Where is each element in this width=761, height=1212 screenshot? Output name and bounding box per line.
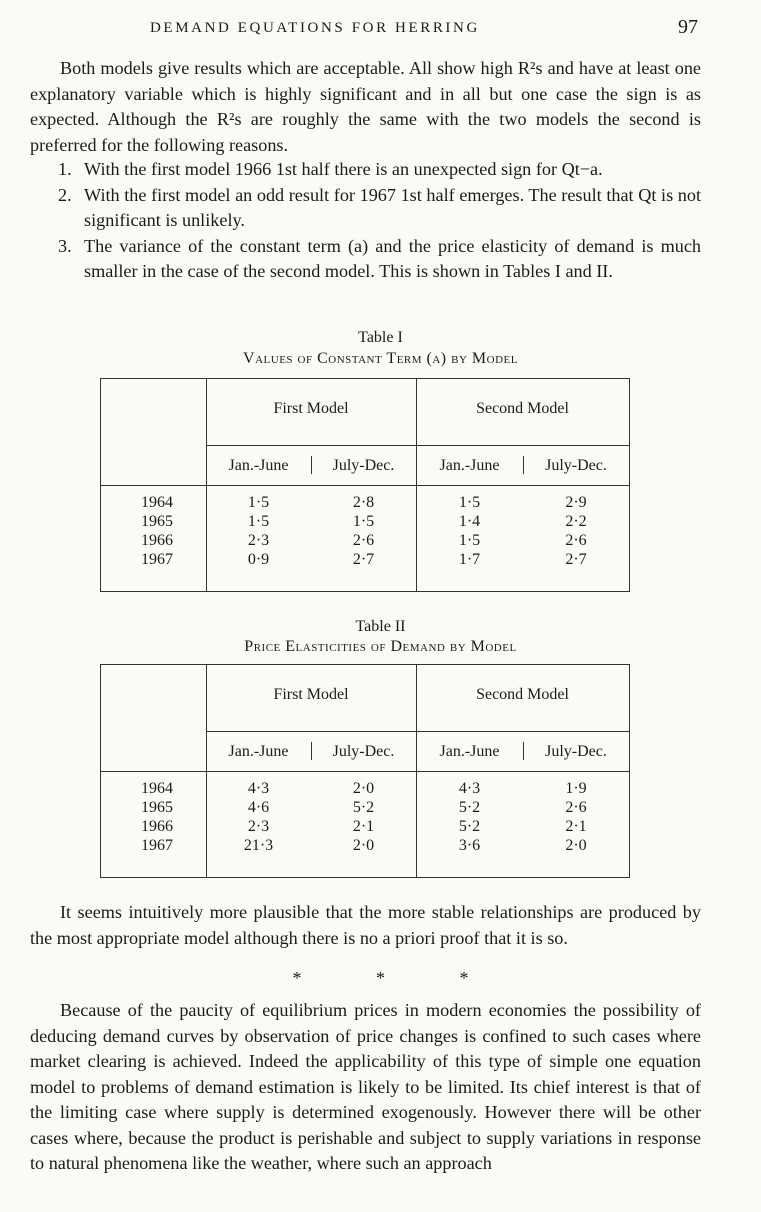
list-item [58,234,701,285]
half-header: July-Dec. [545,457,607,474]
page-number: 97 [678,16,698,38]
section-separator: * * * [292,968,469,988]
second-model-header: Second Model [476,400,569,417]
half-header: Jan.-June [228,743,289,760]
table2-label: Table II [355,618,406,635]
table-column: 2·9 2·2 2·6 2·7 [565,494,587,568]
running-head: DEMAND EQUATIONS FOR HERRING [150,20,480,36]
second-model-header: Second Model [476,686,569,703]
table1 [100,378,630,592]
half-header: Jan.-June [439,743,500,760]
year-column: 1964 1965 1966 1967 [141,494,173,568]
list-text: With the first model an odd result for 1967 1st half emerges. The result that Qt is not significant is unlikely. [84,184,701,230]
first-model-header: First Model [273,400,349,417]
list-number: 1. [58,159,72,179]
half-header: July-Dec. [545,743,607,760]
table2 [100,664,630,878]
year-column: 1964 1965 1966 1967 [141,780,173,854]
table-column: 1·5 1·4 1·5 1·7 [458,494,481,568]
conclusion-paragraph: It seems intuitively more plausible that the more stable relationships are produced by the most appropriate model although there is no a priori proof that it is so. [30,902,701,948]
first-model-header: First Model [273,686,349,703]
half-header: July-Dec. [332,743,395,760]
table1-title: Values of Constant Term (a) by Model [243,350,518,367]
list-item [58,157,701,183]
final-paragraph: Because of the paucity of equilibrium prices in modern economies the possibility of deducing demand curves by observation of price changes is confined to such cases where market clearing is achieved. Indeed the applicability of this type of simple one equation model to problems of demand estimation is likely to be limited. Its chief interest is that of the limiting case where supply is determined exogenously. However there will be other cases where, because the product is perishable and subject to supply variations in response to natural phenomena like the weather, where such an approach [30,1000,701,1173]
table1-label: Table I [358,329,403,346]
list-item [58,183,701,234]
list-number: 3. [58,235,72,256]
table-column: 1·9 2·6 2·1 2·0 [565,780,587,854]
list-number: 2. [58,184,72,205]
list-text: The variance of the constant term (a) and the price elasticity of demand is much smaller in the case of the second model. This is shown in Tables I and II. [84,235,701,281]
table-column: 2·0 5·2 2·1 2·0 [352,780,375,854]
half-header: Jan.-June [439,457,500,474]
intro-paragraph: Both models give results which are acceptable. All show high R²s and have at least one explanatory variable which is highly significant and in all but one case the sign is as expected. Although the R²s are roughly the same with the two models the second is preferred for the following reasons. [30,58,701,155]
half-header: July-Dec. [332,457,395,474]
list-text: With the first model 1966 1st half there is an unexpected sign for Qt−a. [84,159,603,179]
table-column: 4·3 4·6 2·3 21·3 [243,780,274,854]
half-header: Jan.-June [228,457,289,474]
table-column: 2·8 1·5 2·6 2·7 [352,494,375,568]
table-column: 1·5 1·5 2·3 0·9 [247,494,270,568]
table2-title: Price Elasticities of Demand by Model [244,638,517,655]
reasons-list [58,157,701,285]
table-column: 4·3 5·2 5·2 3·6 [458,780,481,854]
